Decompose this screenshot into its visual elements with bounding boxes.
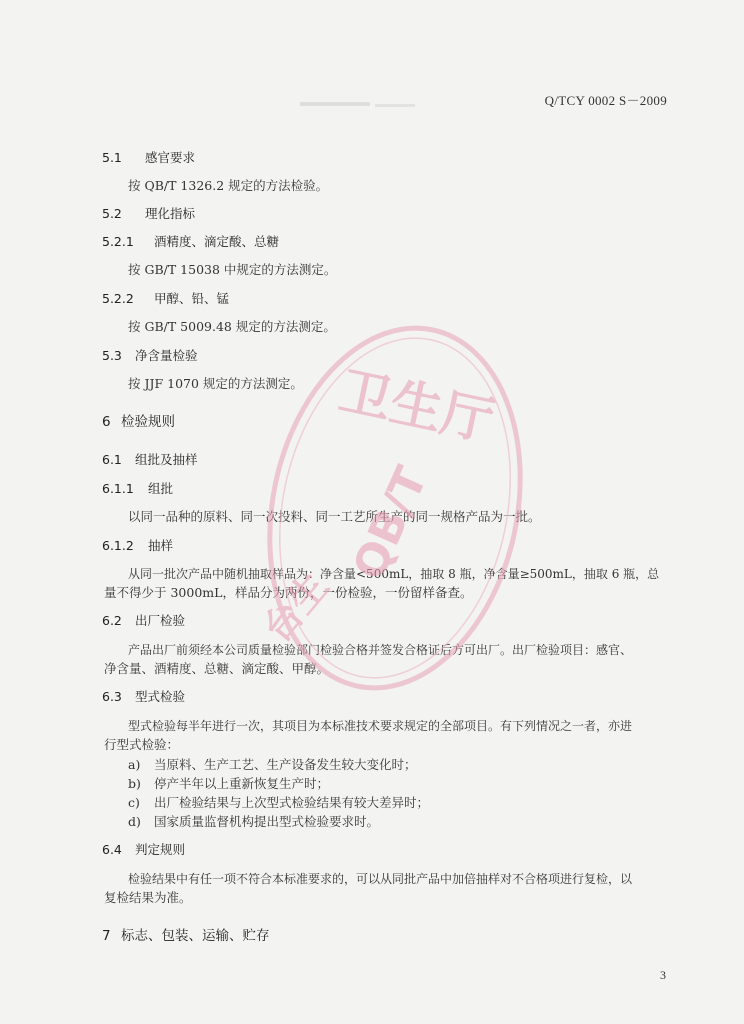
list-item: c) 出厂检验结果与上次型式检验结果有较大差异时； <box>128 795 430 810</box>
section-5-3-heading: 5.3 净含量检验 <box>102 348 198 363</box>
section-6-1-2-text-line2: 量不得少于 3000mL，样品分为两份，一份检验，一份留样备查。 <box>104 585 473 600</box>
svg-text:台生: 台生 <box>258 564 337 651</box>
section-6-1-2-heading: 6.1.2 抽样 <box>102 538 174 553</box>
section-5-1-heading: 5.1 感官要求 <box>102 150 196 165</box>
section-5-2-1-text: 按 GB/T 15038 中规定的方法测定。 <box>128 262 337 277</box>
svg-text:卫生厅: 卫生厅 <box>333 361 499 453</box>
section-6-3-text-line1: 型式检验每半年进行一次，其项目为本标准技术要求规定的全部项目。有下列情况之一者，亦进 <box>128 719 633 733</box>
page-number: 3 <box>660 968 666 982</box>
section-6-1-1-text: 以同一品种的原料、同一次投料、同一工艺所生产的同一规格产品为一批。 <box>128 509 541 524</box>
section-6-2-text-line2: 净含量、酒精度、总糖、滴定酸、甲醇。 <box>104 661 330 676</box>
section-7-heading: 7 标志、包装、运输、贮存 <box>102 928 270 944</box>
section-6-4-heading: 6.4 判定规则 <box>102 842 186 857</box>
section-5-2-2-heading: 5.2.2 甲醇、铅、锰 <box>102 291 230 306</box>
svg-text:QB/T: QB/T <box>343 459 438 588</box>
section-5-2-2-text: 按 GB/T 5009.48 规定的方法测定。 <box>128 319 336 334</box>
faint-bleedthrough-mark <box>280 98 430 112</box>
section-6-3-heading: 6.3 型式检验 <box>102 689 186 704</box>
section-6-4-text-line2: 复检结果为准。 <box>104 890 192 905</box>
section-6-4-text-line1: 检验结果中有任一项不符合本标准要求的，可以从同批产品中加倍抽样对不合格项进行复检，以 <box>128 872 633 886</box>
section-5-2-heading: 5.2 理化指标 <box>102 206 196 221</box>
list-item: b) 停产半年以上重新恢复生产时； <box>128 776 330 791</box>
list-item: d) 国家质量监督机构提出型式检验要求时。 <box>128 814 380 829</box>
section-6-3-text-line2: 行型式检验： <box>104 737 180 752</box>
section-6-2-heading: 6.2 出厂检验 <box>102 613 186 628</box>
standard-code: Q/TCY 0002 S－2009 <box>544 93 667 108</box>
section-6-heading: 6 检验规则 <box>102 414 175 430</box>
section-5-3-text: 按 JJF 1070 规定的方法测定。 <box>128 376 303 391</box>
section-6-1-1-heading: 6.1.1 组批 <box>102 481 174 496</box>
section-6-1-2-text-line1: 从同一批次产品中随机抽取样品为：净含量<500mL，抽取 8 瓶，净含量≥500mL，抽取 6 瓶，总 <box>128 567 660 581</box>
list-item: a) 当原料、生产工艺、生产设备发生较大变化时； <box>128 757 417 772</box>
section-5-2-1-heading: 5.2.1 酒精度、滴定酸、总糖 <box>102 234 280 249</box>
section-5-1-text: 按 QB/T 1326.2 规定的方法检验。 <box>128 178 329 193</box>
section-6-2-text-line1: 产品出厂前须经本公司质量检验部门检验合格并签发合格证后方可出厂。出厂检验项目：感官、 <box>128 643 633 657</box>
section-6-1-heading: 6.1 组批及抽样 <box>102 452 198 467</box>
